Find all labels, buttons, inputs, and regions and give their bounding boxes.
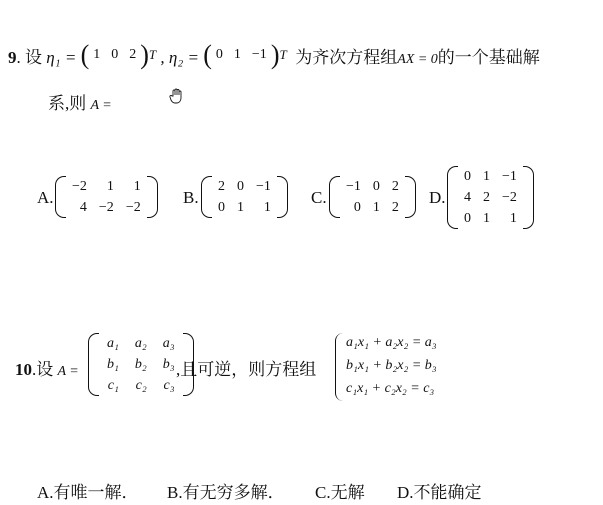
matrix-cell: 1 — [509, 211, 517, 226]
option-c-matrix — [329, 176, 416, 218]
eta1-label: η₁ = — [46, 48, 77, 67]
q10-option-c: C.无解 — [315, 483, 365, 502]
matrix-cell: −1 — [256, 179, 271, 194]
question-9-desc: 为齐次方程组 — [295, 48, 398, 67]
question-9-line2 — [48, 89, 112, 114]
matrix-cell: 1 — [263, 200, 271, 215]
eta1-val: 1 — [93, 47, 101, 62]
matrix-cell: c₁ — [107, 378, 119, 393]
transpose-mark: T — [279, 47, 287, 62]
matrix-cell: 1 — [133, 179, 141, 194]
matrix-cell: a₂ — [134, 336, 147, 351]
equation-system-brace — [335, 333, 344, 401]
eta2-val: 0 — [215, 47, 223, 62]
matrix-cell: 1 — [483, 211, 490, 226]
matrix-cell: −2 — [98, 200, 114, 215]
matrix-cell: 1 — [483, 169, 490, 184]
matrix-cell: 0 — [464, 211, 471, 226]
option-a-label: A. — [37, 188, 54, 207]
matrix-cell: 2 — [391, 200, 399, 215]
option-d-matrix — [447, 166, 534, 229]
question-9-number: 9 — [8, 48, 17, 67]
option-c-label: C. — [311, 188, 327, 207]
q10-option-d: D.不能确定 — [397, 483, 482, 502]
matrix-cell: −1 — [346, 179, 361, 194]
eta2-vector: ( 0 1 −1 ) T — [203, 39, 287, 70]
question-10-lead: .设 — [32, 360, 54, 379]
question-9-line2-math: A = — [90, 98, 112, 113]
option-b-label: B. — [183, 188, 199, 207]
matrix-cell: 0 — [353, 200, 361, 215]
option-d-label: D. — [429, 188, 446, 207]
question-10-mid-text: ,且可逆，则方程组 — [176, 360, 317, 379]
eta1-val: 0 — [111, 47, 119, 62]
q10-option-b: B.有无穷多解． — [167, 483, 285, 502]
eta2-val: 1 — [233, 47, 241, 62]
matrix-cell: c₂ — [135, 378, 147, 393]
matrix-cell: 2 — [218, 179, 225, 194]
matrix-cell: b₃ — [162, 357, 175, 372]
eta2-val: −1 — [251, 47, 267, 62]
matrix-cell: c₃ — [163, 378, 175, 393]
matrix-cell: a₃ — [162, 336, 175, 351]
question-10-lead-text — [15, 355, 79, 380]
hand-cursor-icon — [168, 87, 186, 105]
eta2-label: , η₂ = — [160, 48, 199, 67]
matrix-cell: 1 — [372, 200, 380, 215]
matrix-cell: 0 — [237, 179, 244, 194]
question-10-number: 10 — [15, 360, 32, 379]
question-9-line2-text: 系,则 — [48, 94, 87, 113]
matrix-cell: 0 — [218, 200, 225, 215]
question-10-math: A = — [57, 364, 79, 379]
matrix-cell: 0 — [464, 169, 471, 184]
matrix-cell: 0 — [372, 179, 380, 194]
eta1-val: 2 — [129, 47, 137, 62]
matrix-cell: a₁ — [107, 336, 119, 351]
transpose-mark: T — [148, 47, 157, 62]
question-9-desc2: 的一个基础解 — [437, 48, 540, 67]
matrix-cell: 1 — [106, 179, 114, 194]
matrix-cell: 1 — [237, 200, 244, 215]
eta1-vector: ( 1 0 2 ) T — [80, 39, 157, 70]
matrix-cell: 4 — [79, 200, 87, 215]
question-9-lead: . 设 — [16, 48, 42, 67]
matrix-cell: b₂ — [134, 357, 147, 372]
option-b-matrix — [201, 176, 288, 218]
matrix-cell: 2 — [483, 190, 490, 205]
matrix-cell: −1 — [502, 169, 517, 184]
matrix-cell: −2 — [72, 179, 87, 194]
matrix-cell: −2 — [502, 190, 517, 205]
matrix-cell: b₁ — [107, 357, 119, 372]
equation-line: c₁x₁ + c₂x₂ = c₃ — [346, 381, 435, 396]
equation-line: b₁x₁ + b₂x₂ = b₃ — [346, 358, 437, 373]
matrix-cell: −2 — [125, 200, 141, 215]
matrix-cell: 2 — [391, 179, 399, 194]
question-9-line1 — [8, 39, 540, 70]
question-9-equation: AX = 0 — [397, 52, 438, 67]
q10-option-a: A.有唯一解． — [37, 483, 139, 502]
option-a-matrix — [55, 176, 158, 218]
matrix-cell: 4 — [464, 190, 471, 205]
equation-line: a₁x₁ + a₂x₂ = a₃ — [346, 335, 437, 350]
